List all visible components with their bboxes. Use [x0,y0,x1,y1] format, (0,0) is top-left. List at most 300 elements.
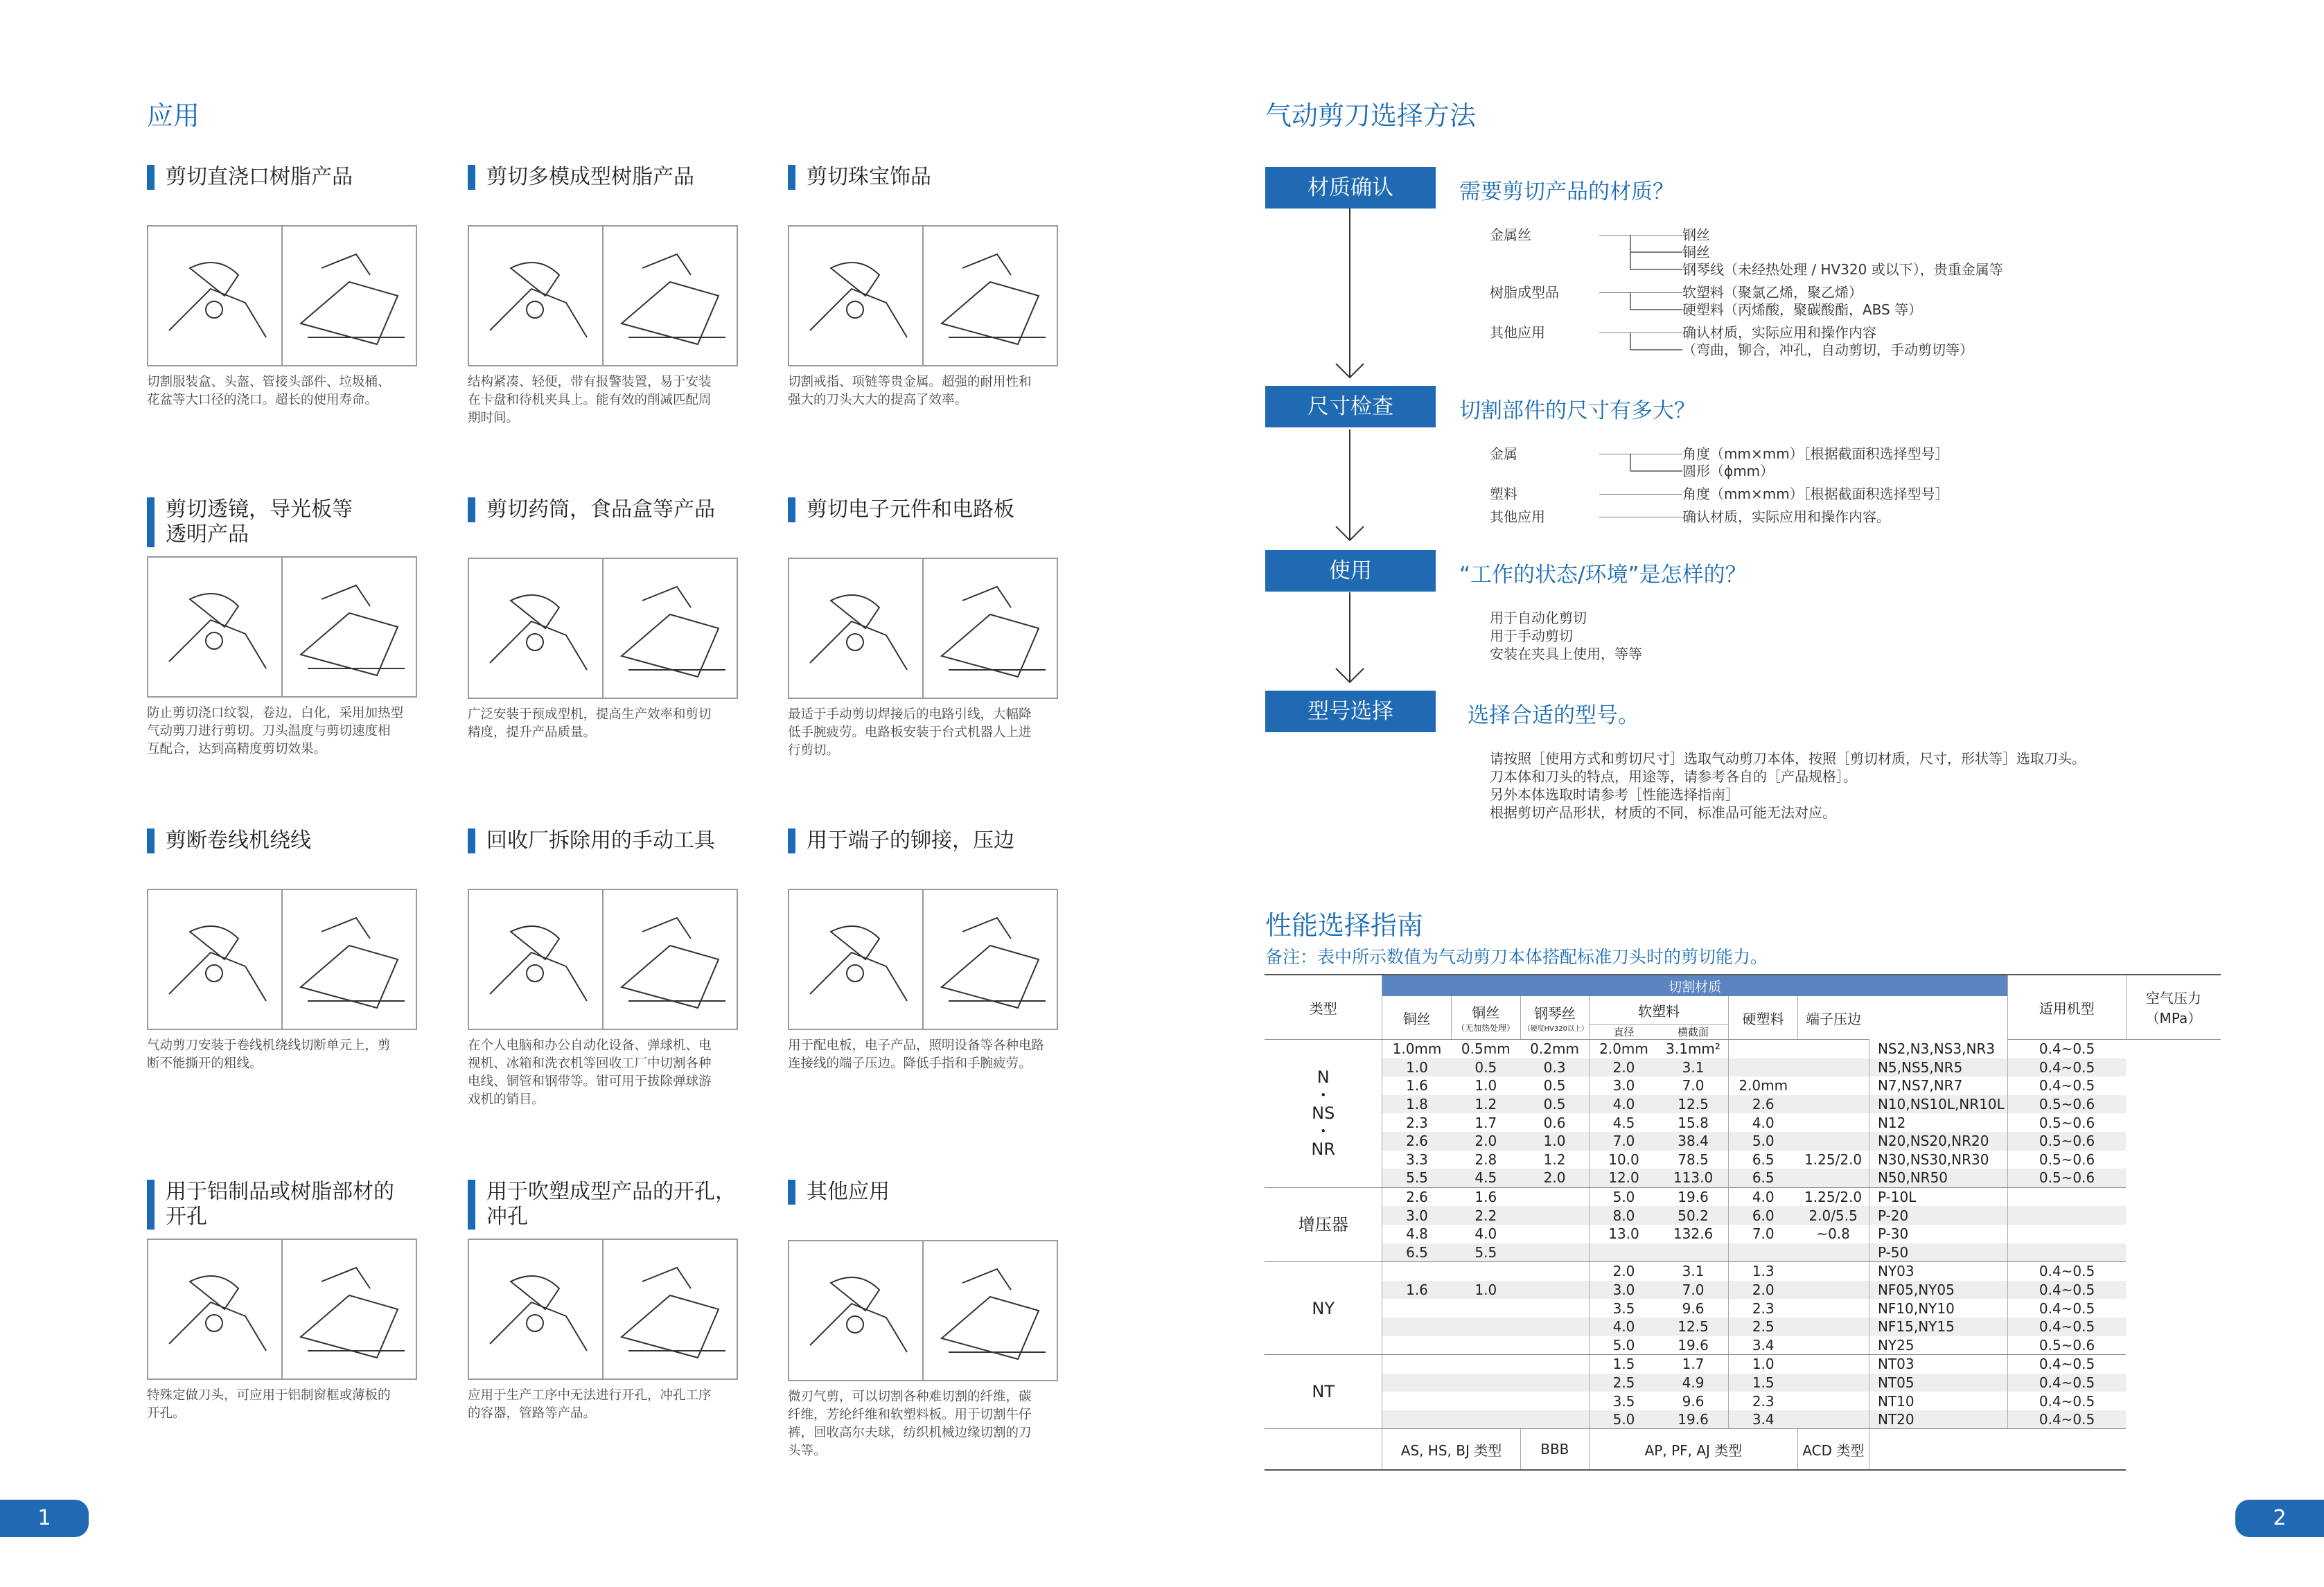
flow-detail: 确认材质，实际应用和操作内容。 [1682,508,1890,525]
table-cell: 7.0 [1658,1281,1729,1300]
app-description [147,704,417,759]
table-cell: 3.1 [1658,1058,1729,1077]
table-cell: 0.4~0.5 [2007,1392,2126,1410]
flow-category: 其他应用 [1490,324,1545,341]
app-description-line: 切割服装盒、头盔、管接头部件、垃圾桶、 [147,375,391,389]
table-row [1265,1151,2221,1169]
col-soft-area: 横截面 [1658,1025,1729,1040]
app-description-line: 戏机的销目。 [468,1092,545,1107]
table-cell: 2.3 [1382,1113,1452,1132]
table-row [1265,1058,2221,1077]
table-cell: NY03 [1869,1262,2007,1281]
app-title-line: 剪切珠宝饰品 [807,165,931,189]
col-copper-sub: （无加热处理） [1456,1023,1515,1033]
app-description-line: 切割戒指、项链等贵金属。超强的耐用性和 [788,375,1032,389]
table-footer-label: ACD 类型 [1797,1429,1869,1471]
flow-step-box: 尺寸检查 [1265,386,1436,427]
col-hard: 硬塑料 [1729,996,1798,1040]
app-description-line: 特殊定做刀头，可应用于铝制窗框或薄板的 [147,1388,391,1403]
table-cell: N5,NS5,NR5 [1869,1058,2007,1077]
col-air-label: 空气压力 [2145,990,2201,1007]
app-illustration [468,889,738,1030]
col-piano [1520,996,1590,1040]
table-cell: NF15,NY15 [1869,1318,2007,1336]
table-footer-blank [1869,1429,2126,1471]
app-description-line: 互配合，达到高精度剪切效果。 [147,742,327,756]
app-description-line: 强大的刀头大大的提高了效率。 [788,393,968,407]
flow-arrows [1317,208,1386,707]
table-group-name [1265,1262,1382,1355]
table-cell: 0.6 [1520,1113,1590,1132]
table-cell: 15.8 [1658,1113,1729,1132]
table-cell: 2.3 [1729,1392,1798,1410]
table-row [1265,1410,2221,1429]
app-illustration [788,1240,1058,1381]
table-row [1265,1243,2221,1262]
flow-detail: 圆形（ϕmm） [1682,463,1775,479]
table-cell: 2.0 [1590,1262,1658,1281]
table-cell: 2.6 [1382,1132,1452,1151]
table-cell: 4.0 [1729,1187,1798,1206]
table-cell: 1.6 [1382,1076,1452,1095]
table-cell: 3.3 [1382,1151,1452,1169]
table-cell: 0.4~0.5 [2007,1040,2126,1058]
app-description [788,373,1058,409]
table-cell: NT05 [1869,1374,2007,1392]
table-cell: P-20 [1869,1206,2007,1225]
table-cell: 13.0 [1590,1225,1658,1243]
table-row [1265,1113,2221,1132]
flow-text-line: 用于自动化剪切 [1490,610,1587,626]
table-cell [1797,1299,1869,1318]
app-illustration [147,225,417,366]
table-cell [1520,1299,1590,1318]
flow-text-line: 根据剪切产品形状，材质的不同，标准品可能无法对应。 [1490,804,1836,821]
table-cell [1452,1374,1520,1392]
table-row [1265,1040,2221,1058]
app-illustration [788,889,1058,1030]
table-cell: 1.0 [1452,1076,1520,1095]
table-cell [1797,1058,1869,1077]
table-cell: 1.0mm [1382,1040,1452,1058]
table-cell [1452,1336,1520,1355]
table-row [1265,1299,2221,1318]
app-description-line: 视机、冰箱和洗衣机等回收工厂中切割各种 [468,1056,712,1071]
flow-step-question: 选择合适的型号。 [1468,703,1639,728]
group-name-line: 增压器 [1298,1214,1348,1234]
table-cell [1797,1355,1869,1374]
table-cell: 1.25/2.0 [1797,1151,1869,1169]
app-description-line: 结构紧凑、轻便，带有报警装置，易于安装 [468,375,712,389]
app-title [147,497,353,547]
col-steel: 铜丝 [1382,996,1452,1040]
table-row [1265,1318,2221,1336]
table-cell: 113.0 [1658,1169,1729,1187]
table-cell: 3.1mm² [1658,1040,1729,1058]
table-cell [2007,1206,2126,1225]
app-description-line: 低手腕疲劳。电路板安装于台式机器人上进 [788,725,1032,740]
table-cell: 1.2 [1520,1151,1590,1169]
table-cell: 2.2 [1452,1206,1520,1225]
table-cell [1729,1040,1798,1058]
table-cell [1797,1392,1869,1410]
col-soft: 软塑料 [1590,996,1729,1025]
col-air [2126,975,2221,1040]
table-cell [1520,1355,1590,1374]
col-piano-label: 钢琴丝 [1533,1005,1576,1022]
table-row [1265,1206,2221,1225]
app-description-line: 头等。 [788,1444,827,1458]
flow-category: 金属 [1490,445,1517,462]
app-title-line: 用于吹塑成型产品的开孔， [486,1180,736,1204]
table-cell: P-10L [1869,1187,2007,1206]
table-cell [1520,1243,1590,1262]
table-cell: 132.6 [1658,1225,1729,1243]
app-title-line: 剪断卷线机绕线 [166,828,311,853]
table-cell: 1.5 [1729,1374,1798,1392]
table-cell [1382,1392,1452,1410]
group-name-line: NS [1312,1103,1335,1124]
table-cell: 9.6 [1658,1299,1729,1318]
flow-connector [1599,292,1682,327]
app-description-line: 气动剪刀安装于卷线机绕线切断单元上，剪 [147,1038,391,1053]
table-cell: 1.5 [1590,1355,1658,1374]
page-number-right: 2 [2235,1500,2324,1537]
table-cell: 1.6 [1382,1281,1452,1300]
table-cell: 0.4~0.5 [2007,1318,2126,1336]
table-cell [1729,1243,1798,1262]
app-title-line: 透明产品 [166,522,249,547]
app-description-line: 在卡盘和待机夹具上。能有效的削减匹配周 [468,393,712,407]
table-cell: 1.8 [1382,1095,1452,1114]
app-illustration [788,558,1058,699]
table-cell [1520,1281,1590,1300]
table-cell: 4.0 [1452,1225,1520,1243]
table-cell: 2.0 [1520,1169,1590,1187]
flow-connector [1599,494,1682,511]
flow-step-question: 需要剪切产品的材质？ [1459,179,1674,204]
table-row [1265,1281,2221,1300]
table-cell: 0.4~0.5 [2007,1058,2126,1077]
flow-text-line: 安装在夹具上使用，等等 [1490,646,1642,662]
flow-connector [1599,454,1682,488]
table-cell: 1.0 [1520,1132,1590,1151]
app-description [147,373,417,409]
flow-text-line: 另外本体选取时请参考［性能选择指南］ [1490,786,1739,803]
table-cell: 3.0 [1590,1076,1658,1095]
table-cell [1382,1374,1452,1392]
table-cell: 8.0 [1590,1206,1658,1225]
table-cell: 2.0/5.5 [1797,1206,1869,1225]
page-number-left: 1 [0,1500,89,1537]
table-cell: 0.4~0.5 [2007,1299,2126,1318]
table-cell: 3.0 [1590,1281,1658,1300]
table-cell: 2.6 [1729,1095,1798,1114]
table-cell [1797,1076,1869,1095]
cut-material-header: 切割材质 [1382,975,2007,996]
app-description-line: 的容器，管路等产品。 [468,1406,597,1421]
table-row [1265,1132,2221,1151]
table-cell [1452,1355,1520,1374]
table-cell: 3.1 [1658,1262,1729,1281]
app-description [147,1037,417,1073]
app-description-line: 广泛安装于预成型机，提高生产效率和剪切 [468,707,712,722]
app-description-line: 开孔。 [147,1406,186,1421]
table-cell: 3.0 [1382,1206,1452,1225]
table-cell: 0.4~0.5 [2007,1374,2126,1392]
table-cell: 0.5~0.6 [2007,1113,2126,1132]
table-row [1265,1262,2221,1281]
app-description [468,706,738,742]
table-cell: 0.5 [1520,1095,1590,1114]
table-cell: 6.0 [1729,1206,1798,1225]
table-group-name [1265,1355,1382,1429]
table-cell: 0.3 [1520,1058,1590,1077]
app-description-line: 防止剪切浇口纹裂，卷边，白化，采用加热型 [147,706,404,720]
table-cell [1452,1392,1520,1410]
table-row [1265,1076,2221,1095]
table-cell: 3.4 [1729,1336,1798,1355]
app-description-line: 纤维，芳纶纤维和软塑料板。用于切割牛仔 [788,1408,1032,1422]
app-title [147,165,353,190]
flow-step-question: “工作的状态/环境”是怎样的？ [1459,562,1747,587]
app-description-line: 期时间。 [468,411,520,425]
table-cell: 4.5 [1452,1169,1520,1187]
flow-step-box: 型号选择 [1265,691,1436,732]
col-air-unit: （MPa） [2145,1010,2202,1027]
table-group-name [1265,1187,1382,1261]
table-cell: 19.6 [1658,1410,1729,1429]
table-cell: 0.5 [1520,1076,1590,1095]
table-cell: 1.0 [1729,1355,1798,1374]
table-cell [1797,1410,1869,1429]
table-cell: 1.7 [1658,1355,1729,1374]
app-title [788,828,1014,853]
table-cell [1452,1318,1520,1336]
table-cell: 0.5~0.6 [2007,1132,2126,1151]
app-description-line: 微刃气剪，可以切割各种难切割的纤维，碳 [788,1390,1032,1404]
table-cell: 1.7 [1452,1113,1520,1132]
app-title-line: 用于端子的铆接，压边 [807,828,1014,853]
table-cell: NT20 [1869,1410,2007,1429]
table-cell: 4.8 [1382,1225,1452,1243]
app-description-line: 最适于手动剪切焊接后的电路引线，大幅降 [788,707,1032,722]
app-title-line: 其他应用 [807,1180,890,1204]
table-cell [1797,1262,1869,1281]
table-cell [1797,1336,1869,1355]
table-cell [1797,1095,1869,1114]
table-row [1265,1374,2221,1392]
table-cell: P-50 [1869,1243,2007,1262]
table-cell: NF05,NY05 [1869,1281,2007,1300]
table-cell: 12.5 [1658,1318,1729,1336]
table-cell: 0.4~0.5 [2007,1281,2126,1300]
app-title-line: 开孔 [166,1205,207,1229]
app-description-line: 在个人电脑和办公自动化设备、弹球机、电 [468,1038,712,1053]
selection-method-title: 气动剪刀选择方法 [1265,100,1477,131]
table-cell: 3.5 [1590,1299,1658,1318]
col-model: 适用机型 [2007,975,2126,1040]
app-description-line: 裤，回收高尔夫球，纺织机械边缘切割的刀 [788,1426,1032,1440]
table-cell: 0.4~0.5 [2007,1262,2126,1281]
group-name-line: NY [1312,1298,1335,1318]
table-cell [1382,1318,1452,1336]
table-header-row [1265,975,2221,996]
table-cell [1520,1187,1590,1206]
flow-detail: 角度（mm×mm）［根据截面积选择型号］ [1682,445,1949,462]
app-description [468,1387,738,1423]
table-cell: 7.0 [1590,1132,1658,1151]
table-cell: 4.0 [1590,1318,1658,1336]
table-cell [1797,1318,1869,1336]
app-description-line: 精度，提升产品质量。 [468,725,597,740]
app-illustration [468,225,738,366]
app-title-line: 剪切电子元件和电路板 [807,497,1014,522]
table-cell: 12.5 [1658,1095,1729,1114]
app-title [147,1180,394,1230]
table-cell: 0.5~0.6 [2007,1169,2126,1187]
table-cell: 6.5 [1729,1169,1798,1187]
table-cell: 5.0 [1729,1132,1798,1151]
table-cell [1520,1336,1590,1355]
table-cell: 1.2 [1452,1095,1520,1114]
app-title-line: 剪切透镜，导光板等 [166,497,353,522]
table-cell [1729,1058,1798,1077]
flow-text-line: 刀本体和刀头的特点，用途等，请参考各自的［产品规格］。 [1490,768,1857,785]
table-cell: 6.5 [1382,1243,1452,1262]
app-description-line: 应用于生产工序中无法进行开孔，冲孔工序 [468,1388,712,1403]
app-title-line: 回收厂拆除用的手动工具 [486,828,715,853]
flow-detail: （弯曲，铆合，冲孔，自动剪切，手动剪切等） [1682,342,1973,358]
app-description-line: 断不能撕开的粗线。 [147,1056,263,1071]
table-cell: 5.0 [1590,1336,1658,1355]
flow-step-question: 切割部件的尺寸有多大？ [1459,398,1696,423]
table-cell: 6.5 [1729,1151,1798,1169]
table-cell: 0.2mm [1520,1040,1590,1058]
col-copper-label: 铜丝 [1472,1004,1500,1021]
table-cell: 2.5 [1590,1374,1658,1392]
flow-category: 塑料 [1490,486,1517,502]
applications-title: 应用 [147,100,200,131]
table-cell: 2.0 [1452,1132,1520,1151]
flow-detail: 角度（mm×mm）［根据截面积选择型号］ [1682,486,1949,502]
app-illustration [468,1239,738,1380]
table-cell: 7.0 [1729,1225,1798,1243]
table-cell: 0.5~0.6 [2007,1151,2126,1169]
table-group-name [1265,1040,1382,1188]
table-cell [1797,1243,1869,1262]
table-cell: 0.5mm [1452,1040,1520,1058]
table-cell: 4.0 [1729,1113,1798,1132]
table-cell: 12.0 [1590,1169,1658,1187]
table-cell [1797,1169,1869,1187]
table-cell [1520,1318,1590,1336]
table-cell: 5.5 [1452,1243,1520,1262]
table-cell [1382,1262,1452,1281]
table-cell: N20,NS20,NR20 [1869,1132,2007,1151]
perf-guide-title: 性能选择指南 [1265,910,1424,941]
table-cell: 5.5 [1382,1169,1452,1187]
app-illustration [468,558,738,699]
table-cell: N50,NR50 [1869,1169,2007,1187]
table-cell: 1.0 [1452,1281,1520,1300]
table-cell [1520,1206,1590,1225]
table-cell [1452,1262,1520,1281]
app-title [468,1180,736,1230]
table-cell: 0.5~0.6 [2007,1095,2126,1114]
flow-step-box: 材质确认 [1265,167,1436,209]
col-piano-sub: （硬度HV320以上） [1523,1025,1588,1033]
table-row [1265,1169,2221,1187]
group-name-line: NR [1311,1140,1336,1160]
app-description-line: 电线、铜管和钢带等。钳可用于拔除弹球游 [468,1074,712,1089]
table-cell [2007,1187,2126,1206]
flow-detail: 确认材质，实际应用和操作内容 [1682,324,1876,341]
table-cell: 19.6 [1658,1187,1729,1206]
table-footer-row [1265,1429,2221,1471]
app-description-line: 气动剪刀进行剪切。刀头温度与剪切速度相 [147,724,391,738]
flow-detail: 钢琴线（未经热处理 / HV320 或以下），贵重金属等 [1682,261,2003,278]
flow-category: 其他应用 [1490,508,1545,525]
col-type: 类型 [1265,975,1382,1040]
app-description [468,1037,738,1109]
app-illustration [788,225,1058,366]
app-title [468,828,715,853]
app-title [788,165,931,190]
table-cell: 5.0 [1590,1187,1658,1206]
table-cell: 2.3 [1729,1299,1798,1318]
table-cell: 9.6 [1658,1392,1729,1410]
app-title [147,828,311,853]
table-cell [1520,1262,1590,1281]
table-cell [1382,1410,1452,1429]
table-cell: 7.0 [1658,1076,1729,1095]
table-row [1265,1095,2221,1114]
table-footer-label: AS, HS, BJ 类型 [1382,1429,1520,1471]
table-cell [1520,1410,1590,1429]
table-cell: N7,NS7,NR7 [1869,1076,2007,1095]
app-description [147,1387,417,1423]
table-cell: N30,NS30,NR30 [1869,1151,2007,1169]
app-title [468,497,715,522]
group-name-line: NT [1312,1382,1335,1402]
table-cell [1797,1040,1869,1058]
table-cell: 19.6 [1658,1336,1729,1355]
table-cell: 2.8 [1452,1151,1520,1169]
table-cell: 0.5 [1452,1058,1520,1077]
app-illustration [147,889,417,1030]
table-row [1265,1187,2221,1206]
app-description [788,1037,1058,1073]
group-name-line: ・ [1314,1121,1332,1142]
table-cell: 4.9 [1658,1374,1729,1392]
table-cell: 50.2 [1658,1206,1729,1225]
table-row [1265,1336,2221,1355]
table-cell [1590,1243,1658,1262]
table-cell [1452,1410,1520,1429]
table-cell [1797,1132,1869,1151]
flow-text-line: 请按照［使用方式和剪切尺寸］选取气动剪刀本体，按照［剪切材质，尺寸，形状等］选取刀头。 [1490,750,2086,767]
table-cell: 78.5 [1658,1151,1729,1169]
col-copper [1452,996,1520,1040]
table-cell [1520,1225,1590,1243]
table-row [1265,1225,2221,1243]
flow-connector [1599,517,1682,534]
table-cell: 3.4 [1729,1410,1798,1429]
perf-guide-note: 备注：表中所示数值为气动剪刀本体搭配标准刀头时的剪切能力。 [1265,947,1768,967]
flow-step-box: 使用 [1265,550,1436,592]
app-description-line: 行剪切。 [788,743,840,758]
